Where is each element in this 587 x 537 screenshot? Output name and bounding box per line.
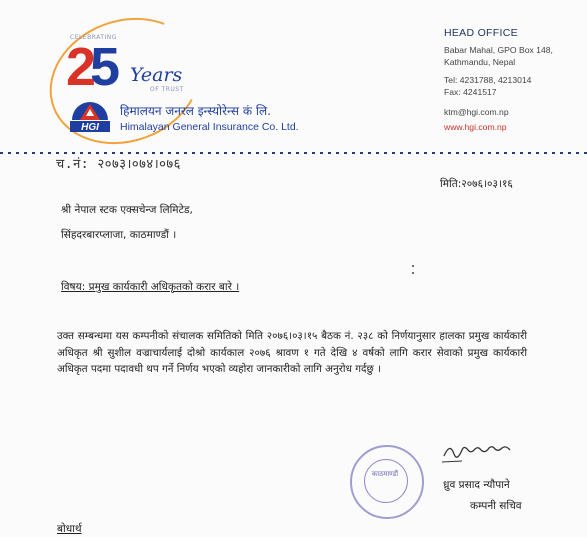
company-stamp-inner-ring bbox=[364, 459, 408, 503]
email-link[interactable]: ktm@hgi.com.np bbox=[444, 107, 509, 117]
years-label: Years bbox=[130, 64, 183, 86]
hgi-logo-icon bbox=[66, 100, 114, 134]
scan-dot bbox=[412, 265, 414, 267]
company-name-english: Himalayan General Insurance Co. Ltd. bbox=[120, 121, 299, 133]
of-trust-label: OF TRUST bbox=[150, 86, 184, 93]
signatory-title: कम्पनी सचिव bbox=[470, 500, 522, 512]
celebrating-label: CELEBRATING bbox=[70, 34, 117, 41]
website-link[interactable]: www.hgi.com.np bbox=[444, 122, 507, 132]
anniversary-number: 25 bbox=[66, 37, 115, 97]
cc-label: बोधार्थ bbox=[57, 523, 82, 535]
company-name-nepali: हिमालयन जनरल इन्स्योरेन्स कं लि. bbox=[120, 104, 271, 118]
head-office-title: HEAD OFFICE bbox=[444, 27, 518, 39]
svg-text:HGI: HGI bbox=[81, 122, 99, 133]
scan-dot bbox=[412, 272, 414, 274]
telephone: Tel: 4231788, 4213014 bbox=[444, 75, 532, 85]
address-line-1: Babar Mahal, GPO Box 148, bbox=[444, 45, 553, 55]
address-line-2: Kathmandu, Nepal bbox=[444, 57, 516, 67]
letter-date: मिति:२०७६।०३।१६ bbox=[440, 178, 513, 190]
signatory-name: ध्रुव प्रसाद न्यौपाने bbox=[443, 479, 510, 491]
reference-number: च.नं: २०७३।०७४।०७६ bbox=[56, 157, 181, 172]
fax: Fax: 4241517 bbox=[444, 87, 497, 97]
anniversary-ring bbox=[32, 0, 218, 165]
stamp-text: काठमाण्डौं bbox=[371, 470, 399, 478]
letter-body: उक्त सम्बन्धमा यस कम्पनीको संचालक समितिको मिति २०७६।०३।१५ बैठक नं. २३८ को निर्णयानुसार हालका प्रमुख कार्यकारी अधिकृत श्री सुशील वज्राचार्यलाई दोश्रो कार्यकाल २०७६ श्रावण १ गते देखि ४ वर्षको लागि करार सेवाको प्रमुख कार्यकारी अधिकृत पदमा पदावधी थप गर्ने निर्णय भएको व्यहोरा जानकारीको लागि अनुरोध गर्दछु । bbox=[57, 330, 527, 375]
recipient-line-2: सिंहदरबारप्लाजा, काठमाण्डौं । bbox=[61, 229, 177, 241]
signature-icon bbox=[440, 438, 530, 468]
letter-subject: विषय: प्रमुख कार्यकारी अधिकृतको करार बारे । bbox=[61, 281, 240, 293]
recipient-line-1: श्री नेपाल स्टक एक्सचेन्ज लिमिटेड, bbox=[61, 204, 193, 216]
